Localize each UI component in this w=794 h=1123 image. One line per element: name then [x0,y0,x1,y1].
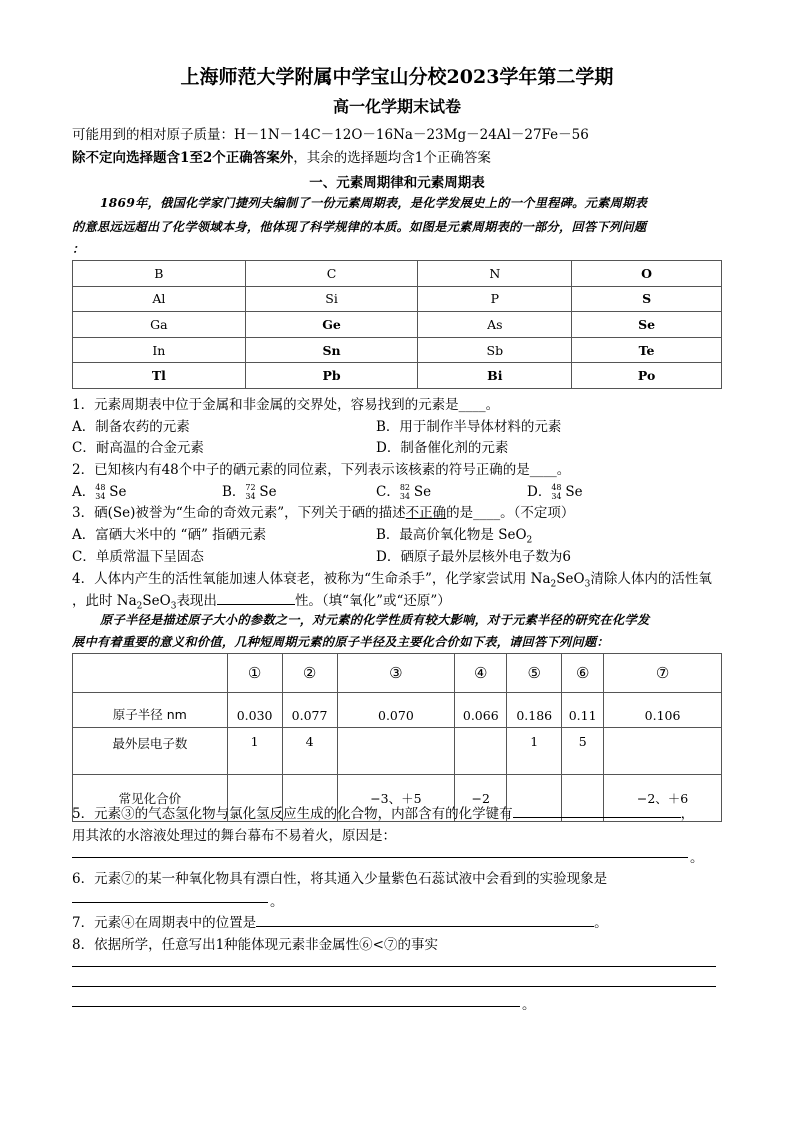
q3-stem: 3．硒(Se)被誉为“生命的奇效元素”，下列关于硒的描述不正确的是____。（不定项） [72,505,575,521]
q4-line2: ，此时 $Na_2SeO_3$表现出 性。（填“氧化”或“还原”） [72,589,451,612]
element-cell: P [418,286,572,312]
table2-row-label: 最外层电子数 [73,728,228,775]
q8-answer-line-3[interactable] [72,1006,520,1007]
section1-heading: 一、元素周期律和元素周期表 [309,175,485,191]
q2-option-b: B． 72 34 Se [222,482,277,501]
periodic-row [73,261,722,287]
atomic-radius-table [72,653,722,822]
periodic-row [73,312,722,338]
table2-value-cell [455,728,507,775]
table2-header-row [73,654,722,693]
table2-header-cell: ③ [337,654,455,693]
element-cell: Sn [245,337,418,363]
element-cell: Pb [245,363,418,389]
q3-option-c: C．单质常温下呈固态 [72,549,204,565]
periodic-row [73,286,722,312]
q4-answer-blank[interactable] [217,590,295,605]
table2-row [73,693,722,728]
element-cell: Se [572,312,722,338]
element-cell: Al [73,286,246,312]
table2-header-cell: ④ [455,654,507,693]
section1-intro-line1: 1869年，俄国化学家门捷列夫编制了一份元素周期表，是化学发展史上的一个里程碑。元素周期表 [100,196,648,210]
table2-value-cell: 0.11 [562,693,604,728]
periodic-table-excerpt [72,260,722,389]
q8-answer-line-2[interactable] [72,986,716,987]
q3-option-a: A．富硒大米中的 “硒” 指硒元素 [72,527,267,543]
table2-value-cell: 0.106 [604,693,722,728]
table2-header-cell [73,654,228,693]
q3-option-b: B．最高价氧化物是 SeO$_2$ [376,527,533,546]
section1-intro-line3: ： [72,242,85,256]
table2-value-cell: 1 [507,728,562,775]
q2-option-c: C． 82 34 Se [376,482,432,501]
element-cell: Bi [418,363,572,389]
table2-value-cell: 0.077 [282,693,337,728]
atomic-mass-line: 可能用到的相对原子质量：H－1N－14C－12O－16Na－23Mg－24Al－27Fe－56 [72,127,589,143]
q6-end-mark: 。 [270,894,284,910]
q5-bond-blank[interactable] [513,803,681,818]
table2-value-cell: 4 [282,728,337,775]
table2-value-cell [604,728,722,775]
element-cell: In [73,337,246,363]
table2-value-cell [337,728,455,775]
element-cell: Tl [73,363,246,389]
element-cell: Ge [245,312,418,338]
table2-header-cell: ① [227,654,282,693]
element-cell: Po [572,363,722,389]
q3-option-d: D．硒原子最外层核外电子数为6 [376,549,571,565]
q8-end-mark: 。 [522,997,536,1013]
exam-title: 高一化学期末试卷 [332,97,461,116]
table2-value-cell: 0.066 [455,693,507,728]
element-cell: Sb [418,337,572,363]
section1-intro-line2: 的意思远远超出了化学领域本身，他体现了科学规律的本质。如图是元素周期表的一部分，回答下列问题 [72,220,647,234]
table2-value-cell: −3、＋5 [337,775,455,822]
instruction-bold: 除不定向选择题含1至2个正确答案外 [72,150,294,166]
table2-value-cell: 1 [227,728,282,775]
table2-row-label: 常见化合价 [73,775,228,822]
element-cell: S [572,286,722,312]
table2-header-cell: ② [282,654,337,693]
element-cell: Ga [73,312,246,338]
q1-option-c: C．耐高温的合金元素 [72,440,204,456]
element-cell: B [73,261,246,287]
section-intro2-line2: 展中有着重要的意义和价值，几种短周期元素的原子半径及主要化合价如下表，请回答下列问题： [72,635,609,649]
table2-header-cell: ⑥ [562,654,604,693]
q8-answer-line-1[interactable] [72,966,716,967]
instruction-line [72,146,491,166]
q5-line2: 用其浓的水溶液处理过的舞台幕布不易着火，原因是： [72,828,396,844]
instruction-rest: ，其余的选择题均含1个正确答案 [293,150,491,166]
q2-stem: 2．已知核内有48个中子的硒元素的同位素，下列表示该核素的符号正确的是____。 [72,462,571,478]
q1-option-d: D．制备催化剂的元素 [376,440,509,456]
table2-value-cell: 0.186 [507,693,562,728]
element-cell: O [572,261,722,287]
q1-option-a: A．制备农药的元素 [72,419,190,435]
q2-option-a: A． 48 34 Se [72,482,127,501]
table2-row-label: 原子半径 nm [73,693,228,728]
q7-answer-blank[interactable] [256,912,594,927]
q1-option-b: B．用于制作半导体材料的元素 [376,419,562,435]
periodic-row [73,363,722,389]
q5-end-mark: 。 [690,850,704,866]
element-cell: Te [572,337,722,363]
table2-value-cell: −2、＋6 [604,775,722,822]
table2-row [73,728,722,775]
element-cell: N [418,261,572,287]
school-title: 上海师范大学附属中学宝山分校2023学年第二学期 [180,66,614,88]
table2-header-cell: ⑦ [604,654,722,693]
q6-line1: 6．元素⑦的某一种氧化物具有漂白性，将其通入少量紫色石蕊试液中会看到的实验现象是 [72,871,608,887]
table2-header-cell: ⑤ [507,654,562,693]
periodic-row [73,337,722,363]
q7-line1: 7．元素④在周期表中的位置是 。 [72,911,608,931]
element-cell: Si [245,286,418,312]
q5-answer-line[interactable] [72,857,688,858]
table2-value-cell: 5 [562,728,604,775]
q6-answer-line[interactable] [72,902,268,903]
element-cell: C [245,261,418,287]
section-intro2-line1: 原子半径是描述原子大小的参数之一，对元素的化学性质有较大影响，对于元素半径的研究在化学发 [100,613,650,627]
q4-line1: 4．人体内产生的活性氧能加速人体衰老，被称为“生命杀手”，化学家尝试用 $Na_2SeO_3$清除人体内的活性氧 [72,571,712,590]
element-cell: As [418,312,572,338]
table2-value-cell: 0.030 [227,693,282,728]
table2-value-cell: 0.070 [337,693,455,728]
q2-option-d: D． 48 34 Se [527,482,583,501]
q1-stem: 1．元素周期表中位于金属和非金属的交界处，容易找到的元素是____。 [72,397,500,413]
q8-line1: 8．依据所学，任意写出1种能体现元素非金属性⑥<⑦的事实 [72,937,438,953]
q5-line1: 5．元素③的气态氢化物与氯化氢反应生成的化合物，内部含有的化学键有 ， [72,802,694,822]
table2-value-cell: −2 [455,775,507,822]
